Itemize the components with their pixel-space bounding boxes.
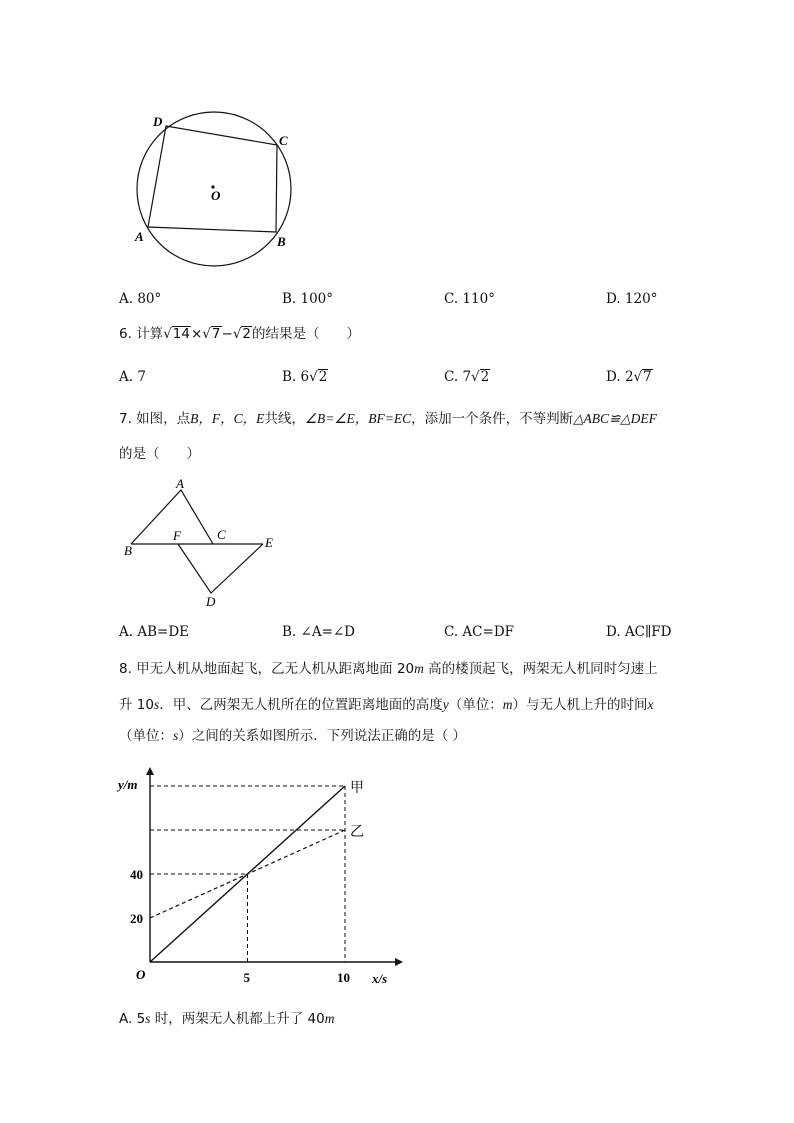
sqrt-7: √7 [202,326,221,342]
label-e: E [265,535,273,550]
series-yi-label: 乙 [350,825,364,840]
times-sign: × [190,326,203,342]
q8-stem-line3: （单位：s）之间的关系如图所示．下列说法正确的是（ ） [119,728,467,744]
q5-option-d[interactable]: D. 120° [606,291,658,307]
q6-stem [119,325,360,343]
q6-option-c[interactable]: C. 7√2 [444,369,490,385]
x-tick-5: 5 [243,970,250,985]
series-jia-label: 甲 [350,781,364,796]
q6-option-a[interactable]: A. 7 [119,369,146,385]
triangle-abc [131,490,213,544]
label-c2: C [217,527,226,542]
q6-option-d[interactable]: D. 2√7 [606,369,652,385]
quadrilateral-abcd [148,126,277,232]
q7-option-d[interactable]: D. AC∥FD [606,624,672,640]
sqrt-14: √14 [163,326,190,342]
label-o: O [211,188,221,203]
q6-option-b[interactable]: B. 6√2 [282,369,328,385]
label-a2: A [176,476,184,491]
y-axis-label: y/m [118,777,138,792]
q6-suffix: 的结果是（ ） [252,326,361,342]
q7-option-b[interactable]: B. ∠A=∠D [282,624,356,640]
triangle-def [178,544,263,593]
q7-option-a[interactable]: A. AB=DE [119,624,189,640]
label-b: B [277,234,286,249]
q7-option-c[interactable]: C. AC=DF [444,624,515,640]
x-tick-10: 10 [337,970,350,985]
q6-prefix: 计算 [136,326,164,342]
label-d: D [153,114,163,129]
label-a: A [135,229,144,244]
label-b2: B [124,543,132,558]
q5-option-a[interactable]: A. 80° [119,291,162,307]
label-c: C [279,133,288,148]
y-tick-40: 40 [130,867,143,882]
label-d2: D [206,594,216,609]
minus-sign: − [221,326,233,342]
q8-stem-line2: 升 10s．甲、乙两架无人机所在的位置距离地面的高度y（单位：m）与无人机上升的时间x [119,697,654,713]
label-f: F [173,528,181,543]
circle-quadrilateral-figure [125,105,315,275]
q6-number: 6. [119,326,132,342]
q7-stem-line2: 的是（ ） [119,446,200,462]
q5-option-c[interactable]: C. 110° [444,291,495,307]
triangles-figure [118,475,288,610]
x-axis-label: x/s [372,971,388,986]
q8-option-a[interactable]: A. 5s 时，两架无人机都上升了 40m [119,1011,335,1027]
height-time-chart [110,765,410,995]
sqrt-2: √2 [232,326,252,342]
q7-stem-line1: 7. 如图，点B，F，C，E共线，∠B=∠E，BF=EC，添加一个条件，不等判断△ABC≌△DEF [119,411,657,427]
y-axis-arrow [146,767,154,775]
q5-option-b[interactable]: B. 100° [282,291,334,307]
y-tick-20: 20 [130,911,143,926]
q8-stem-line1: 8. 甲无人机从地面起飞，乙无人机从距离地面 20m 高的楼顶起飞，两架无人机同时匀速上 [119,661,658,677]
origin-label: O [136,967,146,982]
x-axis-arrow [395,958,403,966]
